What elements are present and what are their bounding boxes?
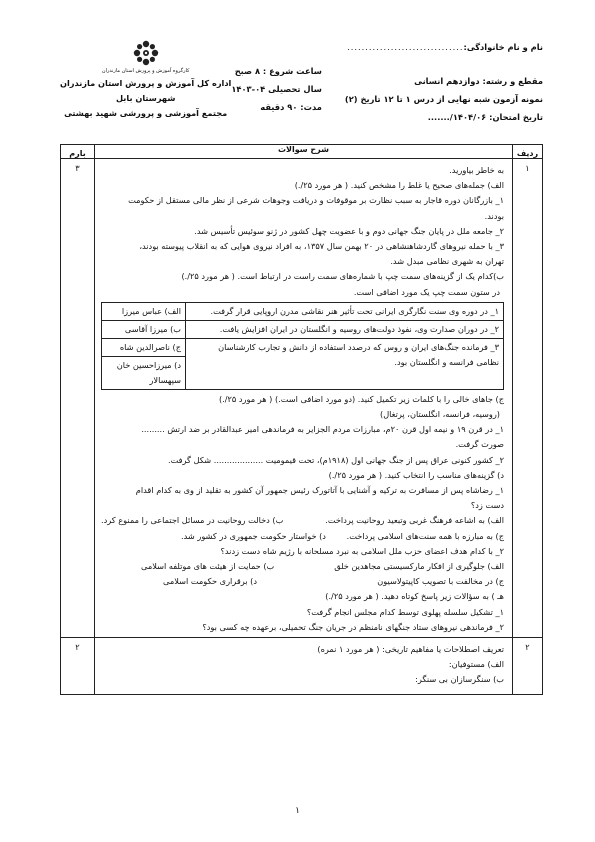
q1-d2-options-row2: [101, 574, 504, 589]
question-2-number: ۲: [513, 638, 543, 695]
q1-d1-option-d: د) خواستار حکومت جمهوری در کشور شد.: [181, 530, 326, 541]
logo-caption: کارگروه آموزش و پرورش استان مازندران: [101, 68, 190, 74]
q1-part-b-title: ب)کدام یک از گزینه‌های سمت چپ با شماره‌های سمت راست در ارتباط است. ( هر مورد ۲۵/.): [181, 271, 504, 282]
question-2-score: ۲: [61, 638, 95, 695]
q1-a3-line2: تهران به شهری نظامی مبدل شد.: [390, 256, 504, 267]
q1-d2-option-a: الف) جلوگیری از افکار مارکسیستی مجاهدین خلق: [334, 561, 504, 572]
q1-part-d-title: د) گزینه‌های مناسب را انتخاب کنید. ( هر مورد ۲۵/.): [328, 469, 504, 480]
match-item-2: ۲_ در دوران صدارت وی، نفوذ دولت‌های روسیه و انگلستان در ایران افزایش یافت.: [186, 320, 504, 338]
student-info: [322, 36, 543, 132]
question-1-score: ۳: [61, 159, 95, 638]
q1-d1-options-row1: [101, 513, 504, 528]
match-option-d-line1: د) میرزاحسین خان: [116, 359, 181, 370]
q1-d1-line1: ۱_ رضاشاه پس از مسافرت به ترکیه و آشنایی با آتاتورک رئیس جمهور آن کشور به تقلید از وی به کدام اقدام: [135, 485, 504, 496]
q2-b: ب) سنگرسازان بی سنگر:: [415, 674, 504, 685]
question-1-row: [61, 159, 543, 638]
q1-e1: ۱_ تشکیل سلسله پهلوی توسط کدام مجلس انجام گرفت؟: [306, 606, 504, 617]
exam-title: نمونه آزمون شبه نهایی از درس ۱ تا ۱۲ تاریخ (۲): [344, 94, 543, 104]
q1-part-b-note: در ستون سمت چپ یک مورد اضافی است.: [353, 286, 500, 297]
q1-d1-option-a: الف) به اشاعه فرهنگ غربی وتبعید روحانیت پرداخت.: [325, 515, 504, 526]
match-item-3: [186, 338, 504, 389]
q1-part-a-title: الف) جمله‌های صحیح یا غلط را مشخص کنید. ( هر مورد ۲۵/.): [294, 180, 504, 191]
name-blank: ................................: [347, 42, 464, 52]
col-score-header: بارم: [61, 145, 95, 159]
match-item-3-line2: نظامی فرانسه و انگلستان بود.: [394, 356, 499, 367]
start-time: ساعت شروع : ۸ صبح: [234, 66, 322, 76]
question-2-body: [95, 638, 513, 695]
exam-duration: مدت: ۹۰ دقیقه: [260, 102, 322, 112]
q2-title: تعریف اصطلاحات یا مفاهیم تاریخی: ( هر مورد ۱ نمره): [317, 644, 504, 655]
match-option-b: ب) میرزا آقاسی: [102, 320, 186, 338]
q1-d2-options-row1: [101, 559, 504, 574]
q1-c1-line1: ۱_ در قرن ۱۹ و نیمه اول قرن ۲۰م، مبارزات مردم الجزایر به فرماندهی امیر عبدالقادر بر ضد ارتش .........: [141, 424, 504, 435]
match-option-c: ج) ناصرالدین شاه: [102, 338, 186, 356]
org-line-3: مجتمع آموزشی و پرورشی شهید بهشتی: [64, 108, 228, 118]
q1-a1-line2: بودند.: [484, 210, 504, 221]
education-ministry-logo-icon: [131, 38, 161, 68]
q1-d1-option-b: ب) دخالت روحانیت در مسائل اجتماعی را ممنوع کرد.: [101, 515, 284, 526]
q1-d2: ۲_ با کدام هدف اعضای حزب ملل اسلامی به نبرد مسلحانه با رژیم شاه دست زدند؟: [220, 545, 504, 556]
q1-part-c-words: (روسیه، فرانسه، انگلستان، پرتغال): [380, 409, 500, 420]
matching-table: [101, 302, 504, 390]
question-1-body: [95, 159, 513, 638]
question-1-number: ۱: [513, 159, 543, 638]
q1-d2-option-c: ج) در مخالفت با تصویب کاپیتولاسیون: [377, 576, 504, 587]
q1-c1-line2: صورت گرفت.: [455, 439, 504, 450]
grade-field: مقطع و رشته: دوازدهم انسانی: [414, 76, 543, 86]
page-number: ۱: [295, 806, 300, 816]
match-option-d: [102, 356, 186, 389]
org-line-2: شهرستان بابل: [115, 93, 176, 103]
question-2-row: [61, 638, 543, 695]
q1-a2: ۲_ جامعه ملل در پایان جنگ جهانی دوم و با عضویت چهل کشور در ژنو سوئیس تأسیس شد.: [194, 225, 504, 236]
match-row-1: [102, 302, 504, 320]
exam-date: تاریخ امتحان: ۱۴۰۴/۰۶/.......: [427, 112, 543, 122]
q1-a3-line1: ۳_ با حمله نیروهای گاردشاهنشاهی در ۲۰ بهمن سال ۱۳۵۷، به افراد نیروی هوایی که به انقلاب پیوسته بودند،: [139, 241, 504, 252]
q1-a1-line1: ۱_ بازرگانان دوره قاجار به سبب نظارت بر موقوفات و دریافت وجوهات شرعی از نظر مالی مستقل از حکومت: [128, 195, 504, 206]
match-item-1: ۱_ در دوره وی سنت نگارگری ایرانی تحت تأثیر هنر نقاشی مدرن اروپایی قرار گرفت.: [186, 302, 504, 320]
exam-header: [60, 36, 543, 132]
q1-d2-option-d: د) برقراری حکومت اسلامی: [163, 576, 257, 587]
q1-d2-option-b: ب) حمایت از هیئت های موتلفه اسلامی: [141, 561, 275, 572]
q1-d1-line2: دست زد؟: [470, 500, 504, 511]
match-row-3: [102, 338, 504, 356]
col-desc-header: شرح سوالات: [95, 145, 513, 159]
q1-part-c-title: ج) جاهای خالی را با کلمات زیر تکمیل کنید. (دو مورد اضافی است.) ( هر مورد ۲۵/.): [218, 393, 504, 404]
q1-e2: ۲_ فرماندهی نیروهای ستاد جنگهای نامنظم در جریان جنگ تحمیلی، برعهده چه کسی بود؟: [202, 621, 504, 632]
questions-table: [60, 144, 543, 695]
q1-d1-option-c: ج) به مبارزه با همه سنت‌های اسلامی پرداخت.: [346, 530, 504, 541]
match-option-a: الف) عباس میرزا: [102, 302, 186, 320]
match-option-d-line2: سپهسالار: [149, 374, 181, 385]
student-name-line: [322, 42, 543, 52]
match-row-2: [102, 320, 504, 338]
table-header-row: [61, 145, 543, 159]
org-line-1: اداره کل آموزش و پرورش استان مازندران: [60, 78, 232, 88]
organization-block: [60, 36, 231, 132]
q1-d1-options-row2: [101, 529, 504, 544]
school-year: سال تحصیلی ۰۴-۱۴۰۳: [231, 84, 322, 94]
exam-timing: [231, 36, 322, 132]
name-label: نام و نام خانوادگی:: [463, 42, 543, 52]
match-item-3-line1: ۳_ فرمانده جنگ‌های ایران و روس که درصدد استفاده از دانش و تجارب کارشناسان: [218, 341, 499, 352]
q1-intro: به خاطر بیاورید.: [449, 165, 504, 175]
q2-a: الف) مستوفیان:: [448, 659, 504, 670]
q1-c2: ۲_ کشور کنونی عراق پس از جنگ جهانی اول (۱۹۱۸م)، تحت قیمومیت ................... شکل گرفت.: [167, 454, 504, 465]
q1-part-e-title: هـ ) به سؤالات زیر پاسخ کوتاه دهید. ( هر مورد ۲۵/.): [325, 591, 504, 602]
col-row-header: ردیف: [513, 145, 543, 159]
